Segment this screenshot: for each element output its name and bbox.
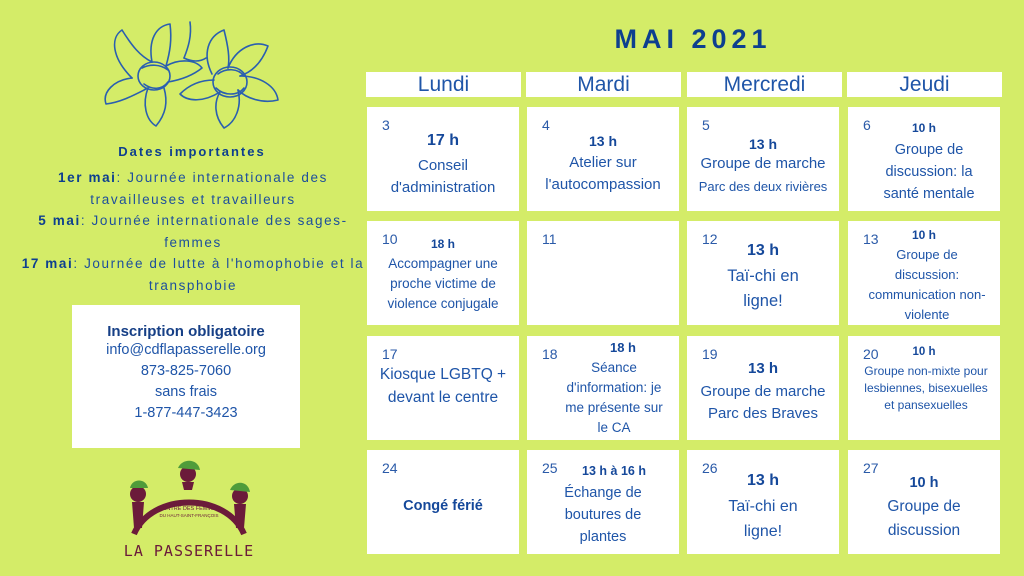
event-title: Accompagner une proche victime de violence conjugale	[387, 256, 499, 311]
event-title: Groupe de discussion	[887, 498, 961, 539]
calendar-day-25[interactable]	[527, 450, 679, 554]
calendar-day-24[interactable]	[367, 450, 519, 554]
calendar-day-5[interactable]	[687, 107, 839, 211]
calendar-day-17[interactable]	[367, 336, 519, 440]
event-title: Groupe de marche	[700, 155, 826, 172]
event-time: 18 h	[609, 340, 636, 355]
event-title: Groupe de discussion: la santé mentale	[883, 142, 975, 202]
event-title: Kiosque LGBTQ + devant le centre	[379, 366, 507, 406]
day-number: 3	[382, 117, 390, 133]
event-title: Taï-chi en ligne!	[727, 267, 799, 310]
day-number: 19	[702, 346, 718, 362]
la-passerelle-logo	[118, 458, 260, 570]
day-number: 24	[382, 460, 398, 476]
event-time: 13 h	[746, 242, 779, 259]
day-number: 18	[542, 346, 558, 362]
registration-title: Inscription obligatoire	[107, 323, 265, 340]
day-header-mercredi: Mercredi	[687, 72, 842, 97]
day-number: 13	[863, 231, 879, 247]
event-time: 13 h	[746, 472, 779, 489]
event-time: 13 h	[747, 360, 778, 377]
event-time: 10 h	[911, 228, 936, 242]
calendar-day-20[interactable]	[848, 336, 1000, 440]
event-time: 17 h	[426, 132, 459, 149]
day-number: 11	[542, 231, 557, 247]
important-date-item: 17 mai: Journée de lutte à l'homophobie et la transphobie	[21, 256, 365, 293]
event-time: 13 h	[588, 133, 617, 149]
day-header-jeudi: Jeudi	[847, 72, 1002, 97]
event-time: 10 h	[909, 475, 939, 491]
important-date-item: 1er mai: Journée internationale des travailleuses et travailleurs	[58, 170, 328, 207]
event-title: Atelier sur l'autocompassion	[545, 154, 661, 193]
event-title: Séance d'information: je me présente sur le CA	[565, 360, 663, 435]
toll-free-phone[interactable]: 1-877-447-3423	[134, 405, 238, 421]
contact-email[interactable]: info@cdflapasserelle.org	[106, 342, 266, 358]
day-number: 10	[382, 231, 398, 247]
event-title: Groupe de marche Parc des Braves	[700, 383, 826, 422]
day-number: 12	[702, 231, 718, 247]
day-number: 25	[542, 460, 558, 476]
event-title: Taï-chi en ligne!	[728, 498, 798, 540]
registration-box	[72, 305, 300, 448]
calendar-day-19[interactable]	[687, 336, 839, 440]
logo-subtitle-2: DU HAUT-SAINT-FRANÇOIS	[159, 513, 219, 518]
day-header-mardi: Mardi	[526, 72, 681, 97]
calendar-day-3[interactable]	[367, 107, 519, 211]
logo-subtitle-1: CENTRE DES FEMMES	[158, 506, 220, 512]
day-number: 6	[863, 117, 871, 133]
calendar-day-4[interactable]	[527, 107, 679, 211]
calendar-day-13[interactable]	[848, 221, 1000, 325]
daffodil-flower-icon	[92, 18, 288, 138]
event-time: 13 h	[748, 136, 777, 152]
event-time: 10 h	[912, 346, 936, 358]
calendar-day-26[interactable]	[687, 450, 839, 554]
calendar-day-10[interactable]	[367, 221, 519, 325]
event-title: Conseil d'administration	[390, 157, 496, 196]
important-dates-list	[10, 167, 376, 296]
event-time: 10 h	[911, 121, 936, 135]
calendar-day-12[interactable]	[687, 221, 839, 325]
important-date-item: 5 mai: Journée internationale des sages-femmes	[38, 213, 348, 250]
calendar-day-11[interactable]	[527, 221, 679, 325]
event-location: Parc des deux rivières	[698, 179, 828, 194]
day-number: 20	[863, 346, 879, 362]
toll-free-label: sans frais	[154, 384, 218, 400]
event-title: Échange de boutures de plantes	[564, 485, 642, 545]
month-title: MAI 2021	[614, 24, 772, 54]
contact-phone[interactable]: 873-825-7060	[140, 363, 232, 379]
calendar-day-27[interactable]	[848, 450, 1000, 554]
event-title: Groupe de discussion: communication non-violente	[868, 247, 986, 322]
day-header-lundi: Lundi	[366, 72, 521, 97]
logo-name: LA PASSERELLE	[123, 542, 255, 560]
important-dates-title: Dates importantes	[118, 144, 266, 159]
calendar-day-6[interactable]	[848, 107, 1000, 211]
day-number: 17	[382, 346, 398, 362]
event-time: 18 h	[430, 237, 455, 251]
event-time: 13 h à 16 h	[582, 464, 646, 478]
day-number: 27	[863, 460, 879, 476]
calendar-day-18[interactable]	[527, 336, 679, 440]
event-title: Groupe non-mixte pour lesbiennes, bisexuelles et pansexuelles	[864, 364, 988, 412]
holiday-label: Congé férié	[403, 498, 483, 514]
day-number: 4	[542, 117, 550, 133]
day-number: 26	[702, 460, 718, 476]
day-number: 5	[702, 117, 710, 133]
